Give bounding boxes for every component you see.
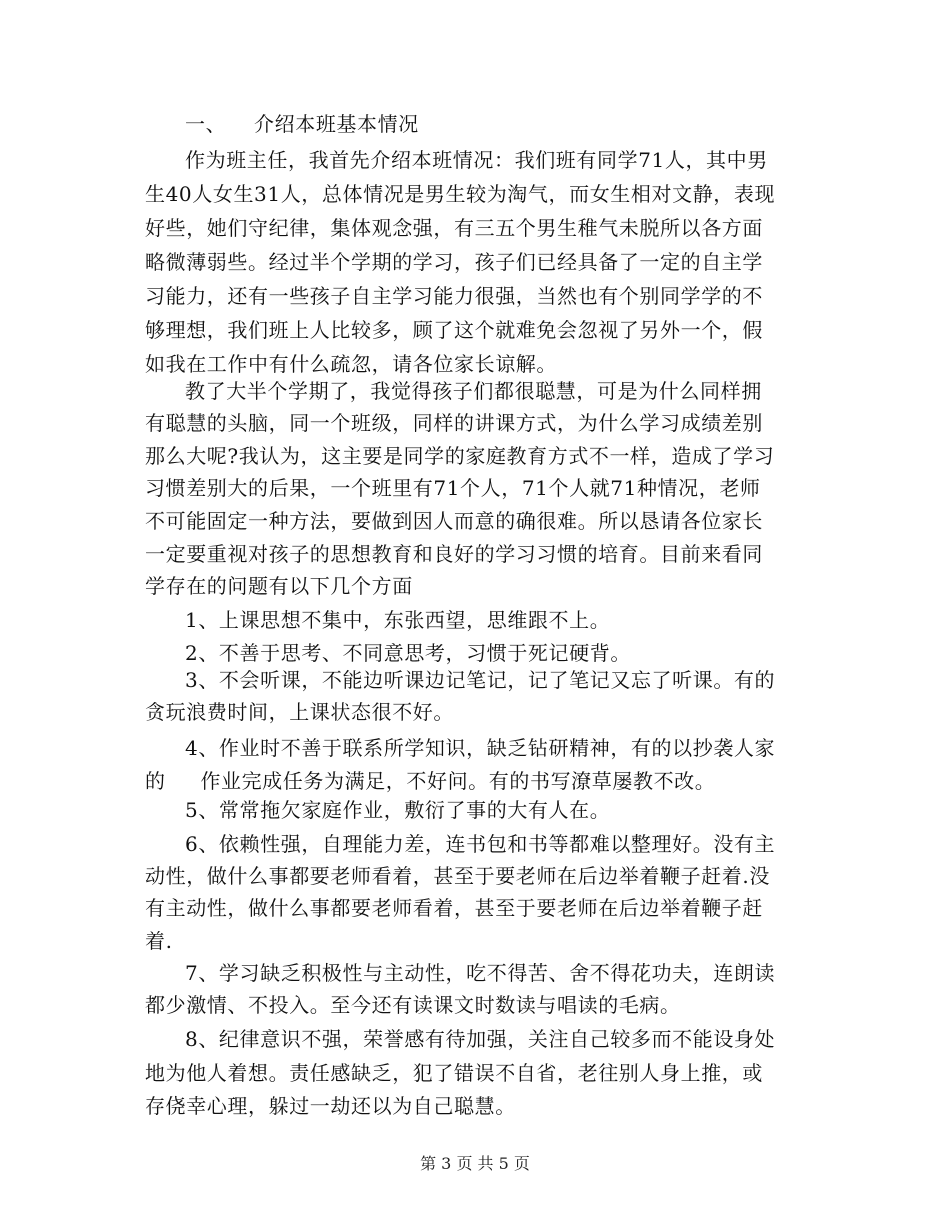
list-item: 5、常常拖欠家庭作业，敷衍了事的大有人在。 [185,798,611,822]
paragraph-line: 略微薄弱些。经过半个学期的学习，孩子们已经具备了一定的自主学 [145,250,763,274]
paragraph-line: 的 作业完成任务为满足，不好问。有的书写潦草屡教不改。 [145,769,716,793]
paragraph-line: 够理想，我们班上人比较多，顾了这个就难免会忽视了另外一个，假 [145,318,763,342]
paragraph-line: 作为班主任，我首先介绍本班情况：我们班有同学71人，其中男 [185,148,768,172]
paragraph-line: 一定要重视对孩子的思想教育和良好的学习习惯的培育。目前来看同 [145,542,763,566]
paragraph-line: 动性，做什么事都要老师看着，甚至于要老师在后边举着鞭子赶着.没 [145,864,770,888]
paragraph-line: 地为他人着想。责任感缺乏，犯了错误不自省，老往别人身上推，或 [145,1061,763,1085]
list-item: 7、学习缺乏积极性与主动性，吃不得苦、舍不得花功夫，连朗读 [185,961,776,985]
list-item: 8、纪律意识不强，荣誉感有待加强，关注自己较多而不能设身处 [185,1027,776,1051]
paragraph-line: 有主动性，做什么事都要老师看着，甚至于要老师在后边举着鞭子赶 [145,896,763,920]
list-item: 4、作业时不善于联系所学知识，缺乏钻研精神，有的以抄袭人家 [185,736,776,760]
paragraph-line: 生40人女生31人，总体情况是男生较为淘气，而女生相对文静，表现 [145,182,776,206]
list-item: 1、上课思想不集中，东张西望，思维跟不上。 [185,608,611,632]
paragraph-line: 学存在的问题有以下几个方面 [145,574,413,598]
paragraph-line: 习惯差别大的后果，一个班里有71个人，71个人就71种情况，老师 [145,476,761,500]
paragraph-line: 好些，她们守纪律，集体观念强，有三五个男生稚气未脱所以各方面 [145,216,763,240]
paragraph-line: 不可能固定一种方法，要做到因人而意的确很难。所以恳请各位家长 [145,509,763,533]
paragraph-line: 都少激情、不投入。至今还有读课文时数读与唱读的毛病。 [145,993,681,1017]
section-heading: 一、 介绍本班基本情况 [185,112,419,136]
paragraph-line: 教了大半个学期了，我觉得孩子们都很聪慧，可是为什么同样拥 [185,379,762,403]
paragraph-line: 存侥幸心理，躲过一劫还以为自己聪慧。 [145,1094,516,1118]
paragraph-line: 有聪慧的头脑，同一个班级，同样的讲课方式，为什么学习成绩差别 [145,411,763,435]
list-item: 2、不善于思考、不同意思考，习惯于死记硬背。 [185,641,631,665]
paragraph-line: 习能力，还有一些孩子自主学习能力很强，当然也有个别同学学的不 [145,284,763,308]
paragraph-line: 贪玩浪费时间，上课状态很不好。 [145,700,454,724]
list-item: 6、依赖性强，自理能力差，连书包和书等都难以整理好。没有主 [185,832,776,856]
paragraph-line: 如我在工作中有什么疏忽，请各位家长谅解。 [145,352,557,376]
page-number-footer: 第 3 页 共 5 页 [420,1154,530,1173]
paragraph-line: 那么大呢?我认为，这主要是同学的家庭教育方式不一样，造成了学习 [145,444,775,468]
paragraph-line: 着. [145,929,173,953]
list-item: 3、不会听课，不能边听课边记笔记，记了笔记又忘了听课。有的 [185,668,776,692]
